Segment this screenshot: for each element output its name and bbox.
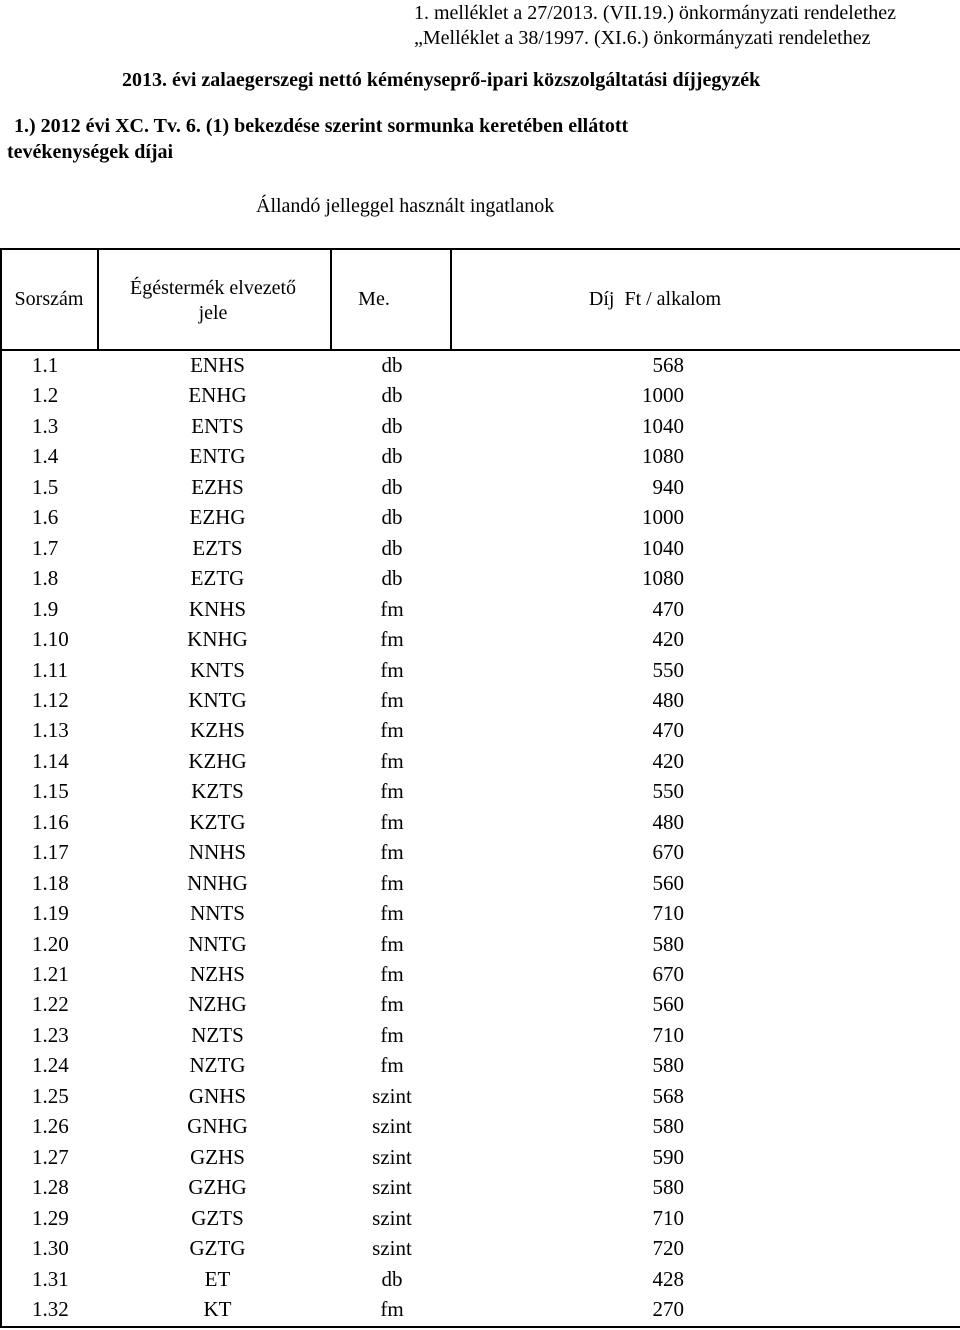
row-unit: db bbox=[381, 444, 403, 469]
row-price: 940 bbox=[652, 474, 684, 499]
row-code: GZTG bbox=[189, 1236, 246, 1261]
row-code: ENTG bbox=[189, 444, 246, 469]
table-row bbox=[0, 1142, 960, 1172]
row-price: 1040 bbox=[642, 535, 684, 560]
row-price: 568 bbox=[652, 1083, 684, 1108]
table-row bbox=[0, 1294, 960, 1324]
row-code: NZTS bbox=[191, 1022, 244, 1047]
row-unit: fm bbox=[380, 687, 404, 712]
row-price: 580 bbox=[652, 1053, 684, 1078]
row-price: 480 bbox=[652, 809, 684, 834]
row-unit: fm bbox=[380, 627, 404, 652]
table-row bbox=[0, 472, 960, 502]
table-subtitle: Állandó jelleggel használt ingatlanok bbox=[256, 195, 555, 217]
row-unit: db bbox=[381, 566, 403, 591]
table-row bbox=[0, 1233, 960, 1263]
table-row bbox=[0, 563, 960, 593]
row-unit: db bbox=[381, 413, 403, 438]
row-unit: fm bbox=[380, 870, 404, 895]
row-number: 1.21 bbox=[32, 962, 69, 986]
annex-reference-line-2: „Melléklet a 38/1997. (XI.6.) önkormányzati rendelethez bbox=[414, 27, 871, 49]
row-code: KNTS bbox=[190, 657, 245, 682]
row-price: 560 bbox=[652, 870, 684, 895]
column-header-egestermek bbox=[108, 276, 318, 326]
row-code: ENHG bbox=[188, 383, 247, 408]
row-number: 1.27 bbox=[32, 1144, 69, 1169]
row-code: GZHG bbox=[188, 1175, 247, 1200]
row-price: 720 bbox=[652, 1236, 684, 1261]
row-number: 1.18 bbox=[32, 870, 69, 895]
row-price: 670 bbox=[652, 840, 684, 865]
table-row bbox=[0, 989, 960, 1019]
row-number: 1.1 bbox=[32, 353, 59, 377]
table-row bbox=[0, 929, 960, 959]
column-header-sorszam: Sorszám bbox=[14, 288, 84, 310]
row-unit: fm bbox=[380, 748, 404, 773]
row-number: 1.12 bbox=[32, 687, 69, 712]
row-unit: szint bbox=[372, 1175, 412, 1200]
table-row bbox=[0, 1264, 960, 1294]
annex-reference-line-1: 1. melléklet a 27/2013. (VII.19.) önkormányzati rendelethez bbox=[414, 2, 897, 24]
table-row bbox=[0, 350, 960, 380]
document-title: 2013. évi zalaegerszegi nettó kéményseprő-ipari közszolgáltatási díjjegyzék bbox=[122, 69, 761, 91]
row-unit: szint bbox=[372, 1083, 412, 1108]
row-number: 1.14 bbox=[32, 748, 69, 773]
row-number: 1.8 bbox=[32, 566, 59, 591]
row-number: 1.25 bbox=[32, 1083, 69, 1108]
table-row bbox=[0, 380, 960, 410]
row-price: 1040 bbox=[642, 413, 684, 438]
row-unit: db bbox=[381, 353, 403, 377]
row-code: KT bbox=[203, 1296, 232, 1321]
row-unit: fm bbox=[380, 992, 404, 1017]
row-price: 470 bbox=[652, 596, 684, 621]
row-code: KZHG bbox=[188, 748, 247, 773]
row-price: 1080 bbox=[642, 566, 684, 591]
table-row bbox=[0, 594, 960, 624]
row-code: NNHS bbox=[188, 840, 247, 865]
row-number: 1.9 bbox=[32, 596, 59, 621]
row-price: 470 bbox=[652, 718, 684, 743]
row-price: 1080 bbox=[642, 444, 684, 469]
row-number: 1.13 bbox=[32, 718, 69, 743]
row-price: 670 bbox=[652, 962, 684, 986]
row-unit: db bbox=[381, 535, 403, 560]
row-number: 1.17 bbox=[32, 840, 69, 865]
table-row bbox=[0, 715, 960, 745]
row-code: ET bbox=[204, 1266, 231, 1291]
row-unit: fm bbox=[380, 1022, 404, 1047]
row-unit: db bbox=[381, 383, 403, 408]
row-code: GZHS bbox=[190, 1144, 245, 1169]
column-header-dij: Díj Ft / alkalom bbox=[588, 288, 722, 310]
row-number: 1.20 bbox=[32, 931, 69, 956]
row-unit: fm bbox=[380, 779, 404, 804]
row-number: 1.22 bbox=[32, 992, 69, 1017]
header-divider bbox=[450, 248, 452, 350]
table-row bbox=[0, 837, 960, 867]
row-price: 560 bbox=[652, 992, 684, 1017]
table-row bbox=[0, 685, 960, 715]
row-unit: fm bbox=[380, 931, 404, 956]
row-price: 480 bbox=[652, 687, 684, 712]
row-number: 1.3 bbox=[32, 413, 59, 438]
row-code: GZTS bbox=[191, 1205, 244, 1230]
row-price: 550 bbox=[652, 779, 684, 804]
header-divider bbox=[330, 248, 332, 350]
row-code: KZHS bbox=[190, 718, 245, 743]
row-unit: fm bbox=[380, 840, 404, 865]
row-price: 710 bbox=[652, 1022, 684, 1047]
table-row bbox=[0, 1111, 960, 1141]
row-code: EZHS bbox=[191, 474, 244, 499]
row-number: 1.6 bbox=[32, 505, 59, 530]
row-code: NNHG bbox=[187, 870, 248, 895]
row-code: EZTS bbox=[192, 535, 243, 560]
table-row bbox=[0, 1020, 960, 1050]
table-row bbox=[0, 807, 960, 837]
row-number: 1.5 bbox=[32, 474, 59, 499]
row-number: 1.26 bbox=[32, 1114, 69, 1139]
row-unit: db bbox=[381, 505, 403, 530]
row-unit: szint bbox=[372, 1205, 412, 1230]
row-price: 420 bbox=[652, 748, 684, 773]
row-number: 1.23 bbox=[32, 1022, 69, 1047]
row-price: 428 bbox=[652, 1266, 684, 1291]
table-row bbox=[0, 502, 960, 532]
row-number: 1.10 bbox=[32, 627, 69, 652]
row-code: ENHS bbox=[190, 353, 245, 377]
section-heading-line-1: 1.) 2012 évi XC. Tv. 6. (1) bekezdése szerint sormunka keretében ellátott bbox=[14, 115, 629, 137]
row-code: GNHG bbox=[187, 1114, 248, 1139]
row-code: NZHG bbox=[188, 992, 247, 1017]
row-number: 1.4 bbox=[32, 444, 59, 469]
table-row bbox=[0, 441, 960, 471]
row-unit: szint bbox=[372, 1114, 412, 1139]
row-number: 1.7 bbox=[32, 535, 59, 560]
row-price: 270 bbox=[652, 1296, 684, 1321]
row-unit: db bbox=[381, 474, 403, 499]
row-unit: fm bbox=[380, 1296, 404, 1321]
row-code: KNHG bbox=[187, 627, 248, 652]
row-price: 580 bbox=[652, 1175, 684, 1200]
row-code: NZTG bbox=[189, 1053, 246, 1078]
row-code: EZTG bbox=[190, 566, 245, 591]
table-row bbox=[0, 746, 960, 776]
row-price: 580 bbox=[652, 931, 684, 956]
row-unit: db bbox=[381, 1266, 403, 1291]
row-code: NNTG bbox=[188, 931, 247, 956]
row-code: EZHG bbox=[189, 505, 246, 530]
table-row bbox=[0, 1050, 960, 1080]
row-price: 590 bbox=[652, 1144, 684, 1169]
row-code: GNHS bbox=[188, 1083, 247, 1108]
row-unit: fm bbox=[380, 596, 404, 621]
table-row bbox=[0, 1081, 960, 1111]
row-number: 1.24 bbox=[32, 1053, 69, 1078]
row-unit: fm bbox=[380, 901, 404, 926]
row-number: 1.11 bbox=[32, 657, 68, 682]
table-row bbox=[0, 1203, 960, 1233]
section-heading-line-2: tevékenységek díjai bbox=[7, 141, 174, 163]
row-code: KNTG bbox=[188, 687, 247, 712]
row-unit: fm bbox=[380, 809, 404, 834]
table-row bbox=[0, 868, 960, 898]
row-number: 1.2 bbox=[32, 383, 59, 408]
row-code: ENTS bbox=[191, 413, 244, 438]
row-price: 420 bbox=[652, 627, 684, 652]
row-code: KZTS bbox=[191, 779, 244, 804]
row-number: 1.28 bbox=[32, 1175, 69, 1200]
column-header-me: Me. bbox=[358, 288, 390, 310]
row-number: 1.16 bbox=[32, 809, 69, 834]
row-price: 550 bbox=[652, 657, 684, 682]
row-price: 1000 bbox=[642, 505, 684, 530]
table-row bbox=[0, 1172, 960, 1202]
row-unit: fm bbox=[380, 657, 404, 682]
row-number: 1.29 bbox=[32, 1205, 69, 1230]
row-unit: fm bbox=[380, 718, 404, 743]
row-unit: szint bbox=[372, 1236, 412, 1261]
row-unit: fm bbox=[380, 962, 404, 986]
table-row bbox=[0, 655, 960, 685]
table-row bbox=[0, 624, 960, 654]
row-price: 710 bbox=[652, 901, 684, 926]
column-header-egestermek-line-1: Égéstermék elvezető bbox=[129, 277, 297, 299]
row-number: 1.30 bbox=[32, 1236, 69, 1261]
row-code: KNHS bbox=[188, 596, 247, 621]
row-price: 580 bbox=[652, 1114, 684, 1139]
row-number: 1.31 bbox=[32, 1266, 69, 1291]
table-row bbox=[0, 776, 960, 806]
row-number: 1.15 bbox=[32, 779, 69, 804]
row-code: NNTS bbox=[190, 901, 245, 926]
table-row bbox=[0, 959, 960, 989]
header-divider bbox=[97, 248, 99, 350]
row-number: 1.19 bbox=[32, 901, 69, 926]
row-code: KZTG bbox=[189, 809, 246, 834]
table-row bbox=[0, 411, 960, 441]
row-unit: szint bbox=[372, 1144, 412, 1169]
table-row bbox=[0, 898, 960, 928]
row-unit: fm bbox=[380, 1053, 404, 1078]
row-number: 1.32 bbox=[32, 1296, 69, 1321]
column-header-egestermek-line-2: jele bbox=[198, 302, 228, 324]
row-price: 568 bbox=[652, 353, 684, 377]
row-code: NZHS bbox=[190, 962, 245, 986]
table-row bbox=[0, 533, 960, 563]
row-price: 1000 bbox=[642, 383, 684, 408]
row-price: 710 bbox=[652, 1205, 684, 1230]
